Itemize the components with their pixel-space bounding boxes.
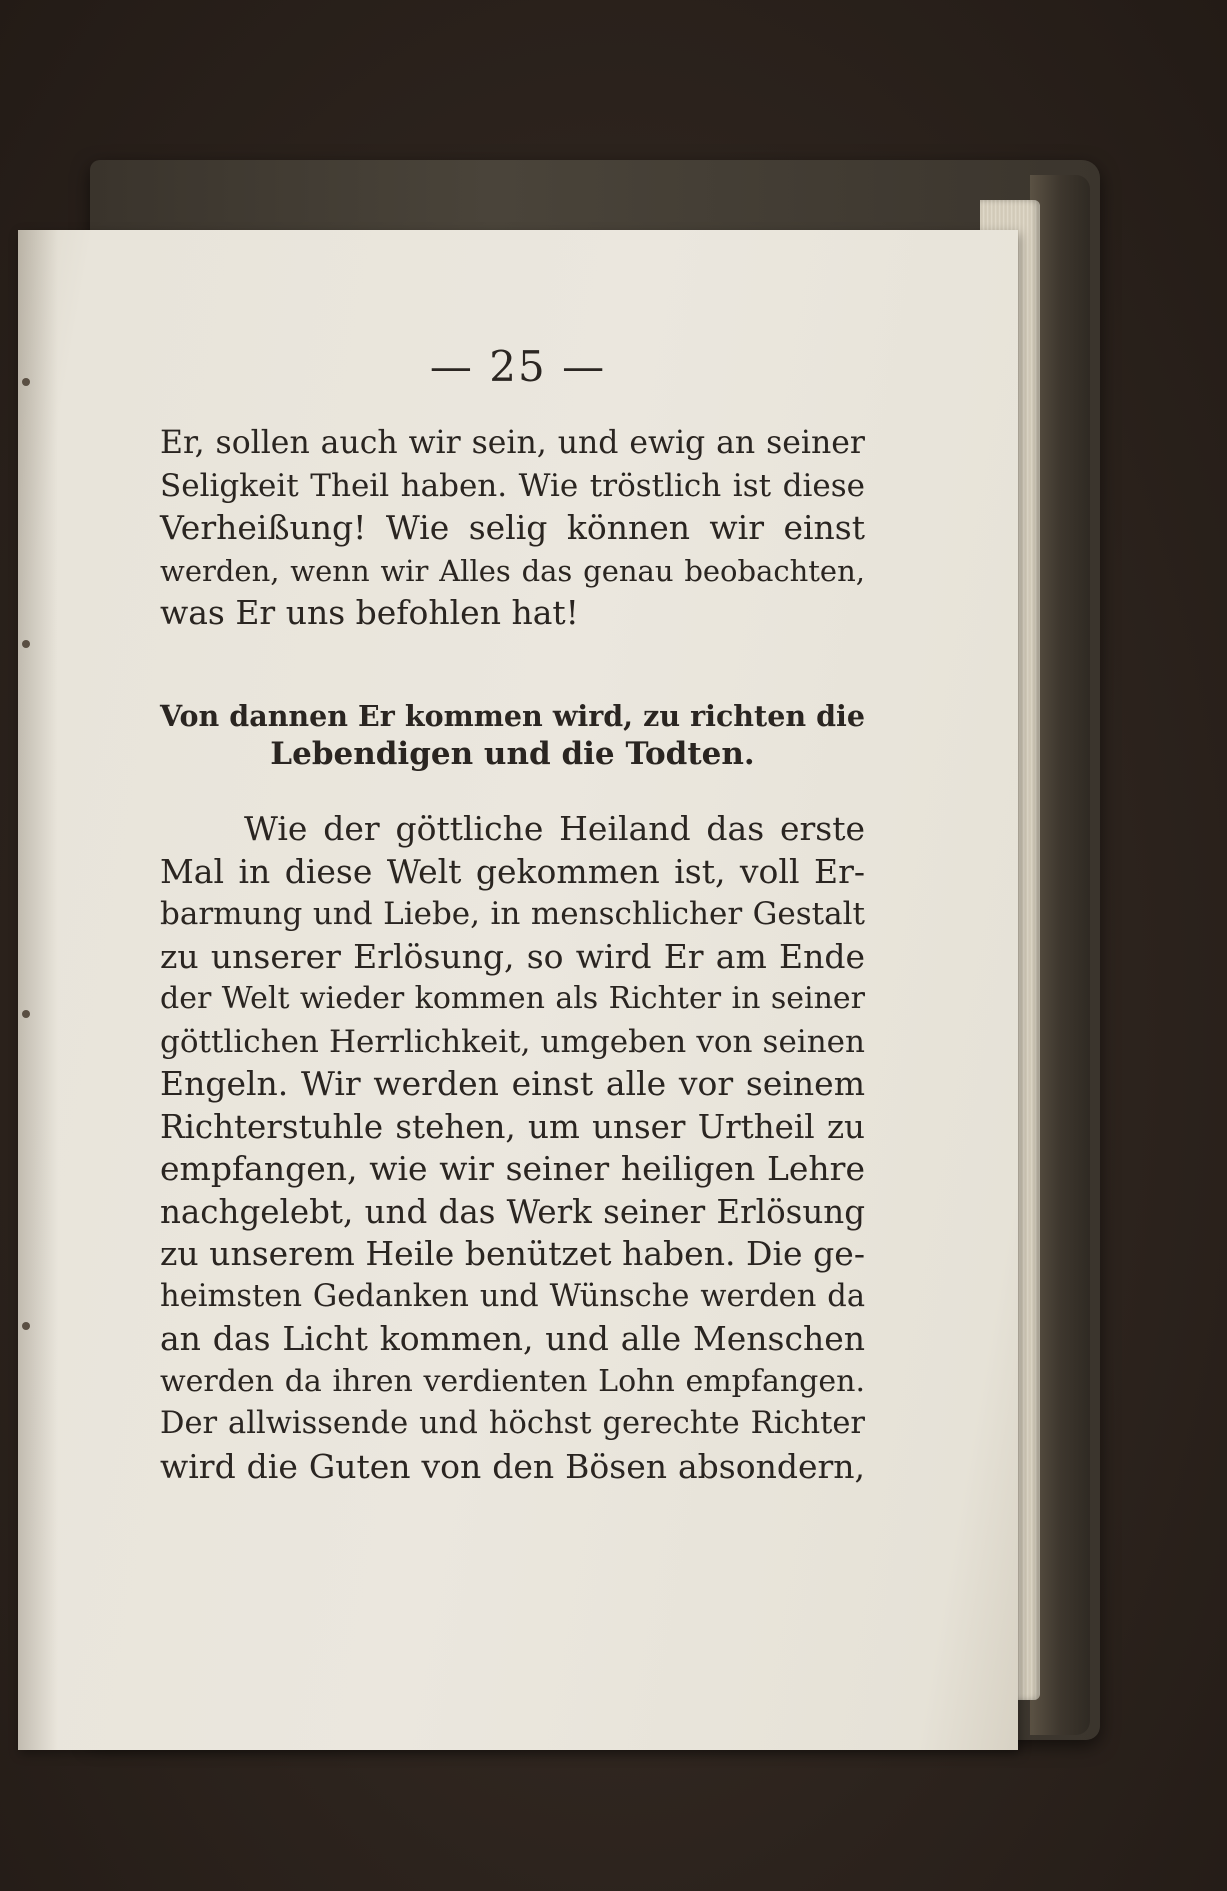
text-line: göttlichen Herrlichkeit, umgeben von seinen [160, 1023, 865, 1060]
text-line: wird die Guten von den Bösen absondern, [160, 1446, 865, 1486]
text-line: Wie der göttliche Heiland das erste [244, 809, 865, 848]
paragraph [160, 422, 865, 635]
heading-line: Von dannen Er kommen wird, zu richten die [160, 699, 865, 733]
text-line: zu unserem Heile benützet haben. Die ge- [160, 1234, 865, 1273]
text-line: Mal in diese Welt gekommen ist, voll Er- [160, 851, 865, 891]
paragraph [160, 808, 865, 1488]
text-line: heimsten Gedanken und Wünsche werden da [160, 1278, 865, 1314]
text-line: zu unserer Erlösung, so wird Er am Ende [160, 936, 865, 976]
text-line: Verheißung! Wie selig können wir einst [160, 508, 865, 547]
book-page [18, 230, 1018, 1750]
text-line: nachgelebt, und das Werk seiner Erlösung [160, 1192, 865, 1231]
text-line: werden da ihren verdienten Lohn empfangen. [160, 1363, 865, 1399]
binding-stitch [22, 1010, 30, 1018]
text-line: Der allwissende und höchst gerechte Richter [160, 1406, 865, 1441]
paragraph-main [160, 808, 865, 1488]
binding-stitch [22, 1322, 30, 1330]
page-number: — 25 — [429, 342, 607, 391]
text-line: Er, sollen auch wir sein, und ewig an seiner [160, 425, 865, 461]
text-line: barmung und Liebe, in menschlicher Gestalt [160, 896, 865, 932]
heading [160, 697, 865, 773]
text-line: der Welt wieder kommen als Richter in seiner [160, 981, 865, 1016]
text-line: Engeln. Wir werden einst alle vor seinem [160, 1064, 865, 1103]
text-line: empfangen, wie wir seiner heiligen Lehre [160, 1149, 865, 1188]
heading-line: Lebendigen und die Todten. [270, 736, 755, 772]
section-heading [160, 697, 865, 773]
text-line: Richterstuhle stehen, um unser Urtheil zu [160, 1107, 865, 1146]
text-line: werden, wenn wir Alles das genau beobachten, [160, 553, 865, 588]
page-gutter [18, 230, 58, 1750]
text-line: was Er uns befohlen hat! [160, 593, 579, 632]
text-line: Seligkeit Theil haben. Wie tröstlich ist diese [160, 467, 865, 504]
binding-stitch [22, 640, 30, 648]
paragraph-continuation [160, 422, 865, 635]
text-line: an das Licht kommen, und alle Menschen [160, 1319, 865, 1358]
